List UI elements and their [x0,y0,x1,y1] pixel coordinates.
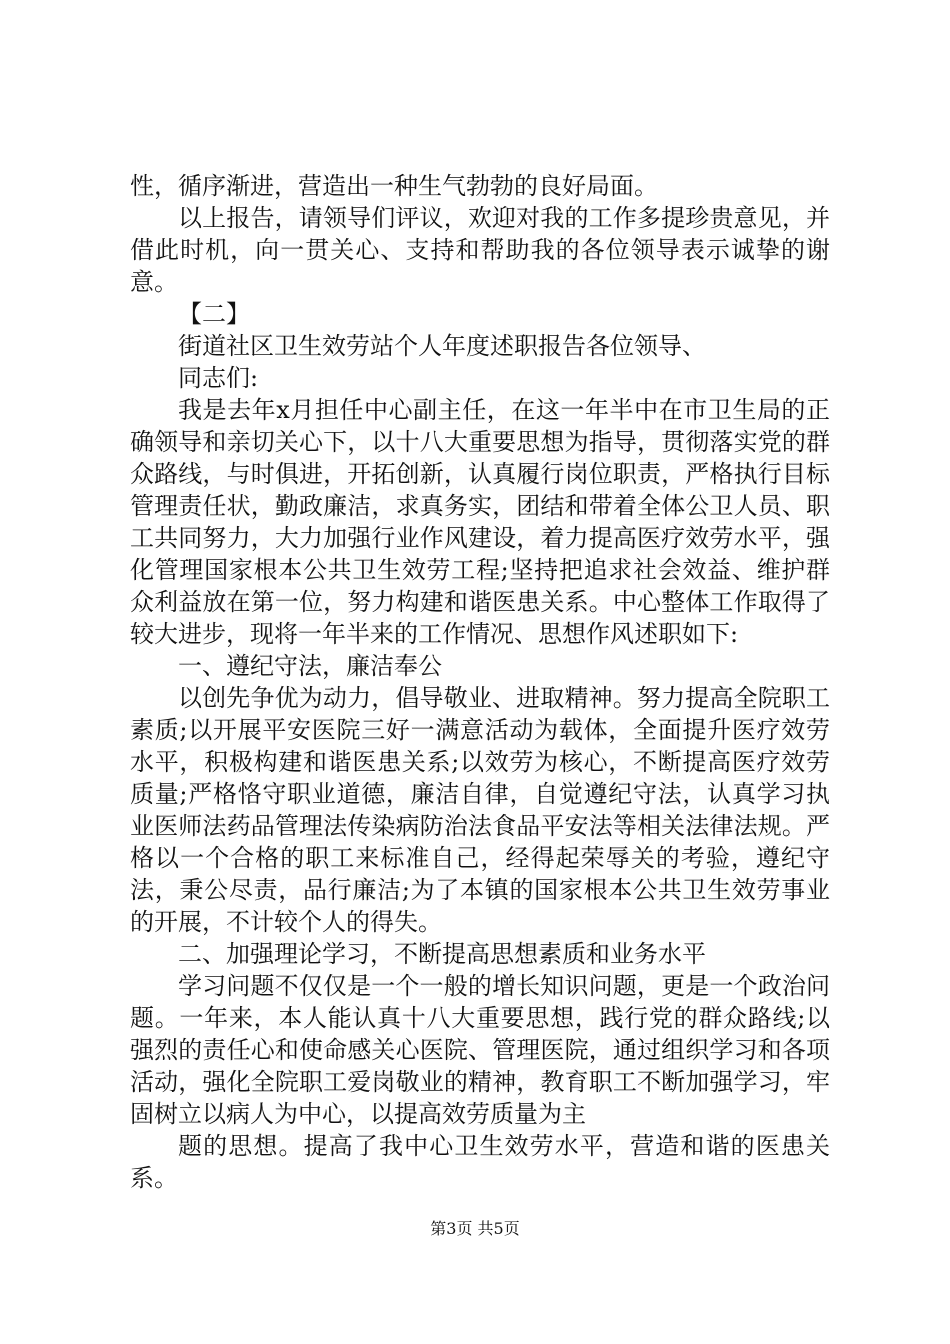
paragraph: 题的思想。提高了我中心卫生效劳水平，营造和谐的医患关系。 [130,1132,830,1192]
section-heading: 【二】 [178,300,250,328]
subsection-heading: 二、加强理论学习，不断提高思想素质和业务水平 [178,940,706,968]
subsection-heading: 一、遵纪守法，廉洁奉公 [178,652,442,680]
paragraph: 以上报告，请领导们评议，欢迎对我的工作多提珍贵意见，并借此时机，向一贯关心、支持和帮助我的各位领导表示诚挚的谢意。 [130,204,830,296]
paragraph: 学习问题不仅仅是一个一般的增长知识问题，更是一个政治问题。一年来，本人能认真十八大重要思想，践行党的群众路线;以强烈的责任心和使命感关心医院、管理医院，通过组织学习和各项活动，强化全院职工爱岗敬业的精神，教育职工不断加强学习，牢固树立以病人为中心，以提高效劳质量为主 [130,972,830,1128]
page-number-footer: 第3页 共5页 [430,1219,520,1238]
document-body [130,170,830,1194]
paragraph: 以创先争优为动力，倡导敬业、进取精神。努力提高全院职工素质;以开展平安医院三好一满意活动为载体，全面提升医疗效劳水平，积极构建和谐医患关系;以效劳为核心，不断提高医疗效劳质量;严格恪守职业道德，廉洁自律，自觉遵纪守法，认真学习执业医师法药品管理法传染病防治法食品平安法等相关法律法规。严格以一个合格的职工来标准自己，经得起荣辱关的考验，遵纪守法，秉公尽责，品行廉洁;为了本镇的国家根本公共卫生效劳事业的开展，不计较个人的得失。 [130,684,830,936]
report-title: 街道社区卫生效劳站个人年度述职报告各位领导、 [178,332,706,360]
paragraph: 性，循序渐进，营造出一种生气勃勃的良好局面。 [130,172,658,200]
paragraph: 我是去年x月担任中心副主任，在这一年半中在市卫生局的正确领导和亲切关心下，以十八大重要思想为指导，贯彻落实党的群众路线，与时俱进，开拓创新，认真履行岗位职责，严格执行目标管理责任状，勤政廉洁，求真务实，团结和带着全体公卫人员、职工共同努力，大力加强行业作风建设，着力提高医疗效劳水平，强化管理国家根本公共卫生效劳工程;坚持把追求社会效益、维护群众利益放在第一位，努力构建和谐医患关系。中心整体工作取得了较大进步，现将一年半来的工作情况、思想作风述职如下: [130,396,830,648]
salutation: 同志们: [178,364,259,392]
